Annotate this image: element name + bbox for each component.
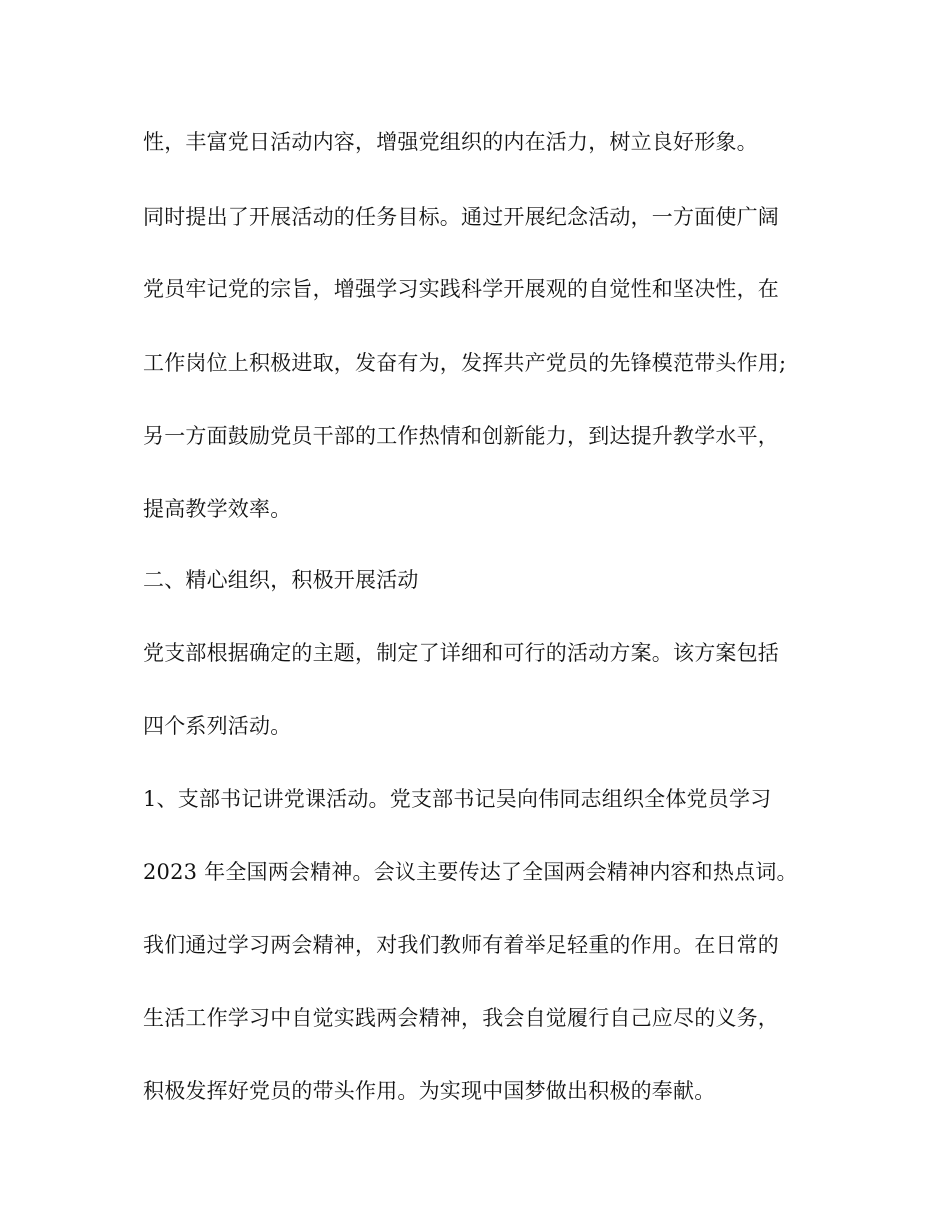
paragraph-line: 四个系列活动。 (143, 714, 292, 738)
paragraph-line: 1、支部书记讲党课活动。党支部书记吴向伟同志组织全体党员学习 (143, 787, 772, 811)
paragraph-line: 同时提出了开展活动的任务目标。通过开展纪念活动，一方面使广阔 (143, 205, 779, 229)
paragraph-line: 性，丰富党日活动内容，增强党组织的内在活力，树立良好形象。 (143, 130, 758, 154)
paragraph-line: 2023 年全国两会精神。会议主要传达了全国两会精神内容和热点词。 (143, 860, 798, 884)
section-heading: 二、精心组织，积极开展活动 (143, 568, 419, 592)
paragraph-line: 生活工作学习中自觉实践两会精神，我会自觉履行自己应尽的义务， (143, 1006, 779, 1030)
paragraph-line: 另一方面鼓励党员干部的工作热情和创新能力，到达提升教学水平， (143, 424, 779, 448)
paragraph-line: 党员牢记党的宗旨，增强学习实践科学开展观的自觉性和坚决性，在 (143, 277, 779, 301)
paragraph-line: 党支部根据确定的主题，制定了详细和可行的活动方案。该方案包括 (143, 641, 779, 665)
paragraph-line: 积极发挥好党员的带头作用。为实现中国梦做出积极的奉献。 (143, 1079, 716, 1103)
paragraph-line: 提高教学效率。 (143, 497, 292, 521)
paragraph-line: 我们通过学习两会精神，对我们教师有着举足轻重的作用。在日常的 (143, 933, 779, 957)
paragraph-line: 工作岗位上积极进取，发奋有为，发挥共产党员的先锋模范带头作用; (143, 351, 787, 375)
